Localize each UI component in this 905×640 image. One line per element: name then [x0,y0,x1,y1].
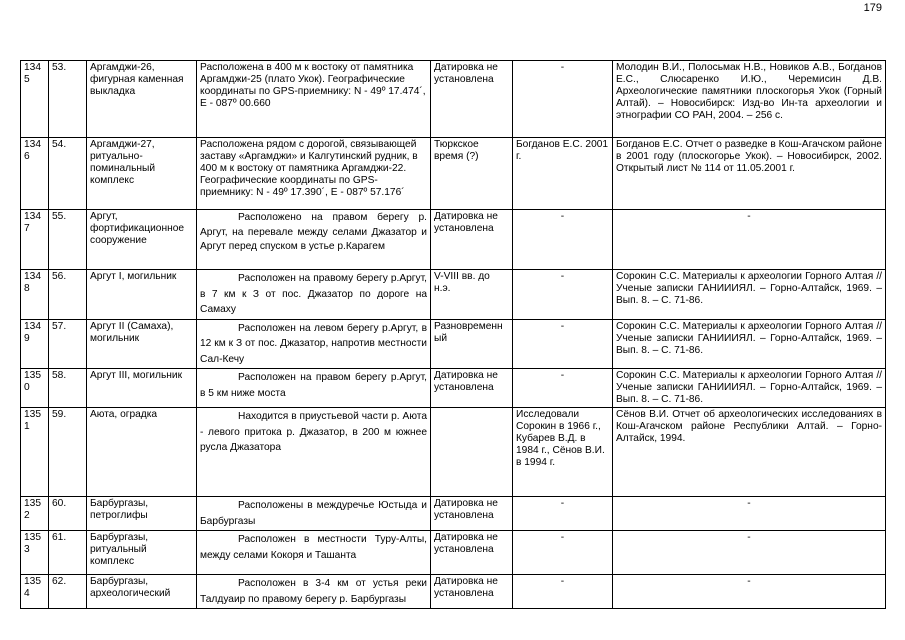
monument-research: - [513,497,613,531]
monument-location: Расположены в междуречье Юстыда и Барбургазы [197,497,431,531]
monument-name: Аргут I, могильник [87,270,197,320]
monument-name: Барбургазы, археологический [87,575,197,609]
monument-name: Аргут III, могильник [87,369,197,408]
row-id: 1347 [21,210,49,270]
monument-literature: Молодин В.И., Полосьмак Н.В., Новиков А.В., Богданов Е.С., Слюсаренко И.Ю., Черемисин Д.В. Археологические памятники плоскогорья Укок (Горный Алтай). – Новосибирск: Изд-во Ин-та археологии и этнографии СО РАН, 2004. – 256 с. [613,61,886,138]
monument-literature: Сорокин С.С. Материалы к археологии Горного Алтая // Ученые записки ГАНИИИЯЛ. – Горно-Алтайск, 1969. – Вып. 8. – С. 71-86. [613,319,886,369]
monument-literature: - [613,531,886,575]
monument-location: Расположен на правом берегу р.Аргут, в 5 км ниже моста [197,369,431,408]
monument-literature: - [613,575,886,609]
page-number: 179 [863,2,882,14]
monument-dating: Тюркское время (?) [431,138,513,210]
row-id: 1351 [21,408,49,497]
monument-dating: Разновременный [431,319,513,369]
monument-research: - [513,369,613,408]
row-number: 58. [49,369,87,408]
monument-name: Аргут II (Самаха), могильник [87,319,197,369]
monument-research: - [513,531,613,575]
row-number: 59. [49,408,87,497]
monument-name: Аргамджи-26, фигурная каменная выкладка [87,61,197,138]
monument-dating: Датировка не установлена [431,61,513,138]
monument-location: Расположено на правом берегу р. Аргут, на перевале между селами Джазатор и Аргут перед спуском в устье р.Карагем [197,210,431,270]
monument-name: Барбургазы, петроглифы [87,497,197,531]
row-number: 57. [49,319,87,369]
monument-location: Расположен на левом берегу р.Аргут, в 12 км к З от пос. Джазатор, напротив местности Сал-Кечу [197,319,431,369]
monument-research: - [513,319,613,369]
row-id: 1350 [21,369,49,408]
table-row [21,319,886,369]
monument-dating: Датировка не установлена [431,531,513,575]
row-id: 1353 [21,531,49,575]
row-number: 56. [49,270,87,320]
table-row [21,138,886,210]
monument-location: Расположен в местности Туру-Алты, между селами Кокоря и Ташанта [197,531,431,575]
monument-literature: - [613,497,886,531]
monument-name: Аюта, оградка [87,408,197,497]
row-id: 1354 [21,575,49,609]
monument-research: - [513,575,613,609]
row-id: 1348 [21,270,49,320]
row-id: 1352 [21,497,49,531]
row-id: 1346 [21,138,49,210]
monument-dating [431,408,513,497]
monument-name: Аргут, фортификационное сооружение [87,210,197,270]
monument-research: Богданов Е.С. 2001 г. [513,138,613,210]
monument-dating: V-VIII вв. до н.э. [431,270,513,320]
monument-location: Находится в приустьевой части р. Аюта - левого притока р. Джазатор, в 200 м южнее русла Джазатора [197,408,431,497]
table-row [21,210,886,270]
table-row [21,531,886,575]
monument-research: - [513,61,613,138]
row-number: 62. [49,575,87,609]
monument-dating: Датировка не установлена [431,575,513,609]
monument-research: Исследовали Сорокин в 1966 г., Кубарев В.Д. в 1984 г., Сёнов В.И. в 1994 г. [513,408,613,497]
monument-research: - [513,270,613,320]
monument-dating: Датировка не установлена [431,497,513,531]
table-row [21,270,886,320]
monument-location: Расположен в 3-4 км от устья реки Талдуаир по правому берегу р. Барбургазы [197,575,431,609]
monument-name: Аргамджи-27, ритуально-поминальный комплекс [87,138,197,210]
table-row [21,497,886,531]
monument-literature: Богданов Е.С. Отчет о разведке в Кош-Агачском районе в 2001 году (плоскогорье Укок). – Новосибирск, 2002. Открытый лист № 114 от 11.05.2001 г. [613,138,886,210]
monument-literature: Сорокин С.С. Материалы к археологии Горного Алтая // Ученые записки ГАНИИИЯЛ. – Горно-Алтайск, 1969. – Вып. 8. – С. 71-86. [613,369,886,408]
monument-dating: Датировка не установлена [431,210,513,270]
table-row [21,61,886,138]
row-number: 54. [49,138,87,210]
table-row [21,575,886,609]
monument-registry-table [20,60,886,609]
row-number: 55. [49,210,87,270]
monument-literature: Сорокин С.С. Материалы к археологии Горного Алтая // Ученые записки ГАНИИИЯЛ. – Горно-Алтайск, 1969. – Вып. 8. – С. 71-86. [613,270,886,320]
row-id: 1345 [21,61,49,138]
row-number: 60. [49,497,87,531]
monument-location: Расположена рядом с дорогой, связывающей заставу «Аргамджи» и Калгутинский рудник, в 400 м к востоку от памятника Аргамджи-22. Географические координаты по GPS-приемнику: N - 49º 17.390´, E - 087º 57.176´ [197,138,431,210]
monument-literature: - [613,210,886,270]
table-row [21,408,886,497]
monument-name: Барбургазы, ритуальный комплекс [87,531,197,575]
monument-literature: Сёнов В.И. Отчет об археологических исследованиях в Кош-Агачском районе Республики Алтай. – Горно-Алтайск, 1994. [613,408,886,497]
monument-location: Расположена в 400 м к востоку от памятника Аргамджи-25 (плато Укок). Географические координаты по GPS-приемнику: N - 49º 17.474´, E - 087º 00.660 [197,61,431,138]
table-row [21,369,886,408]
row-number: 61. [49,531,87,575]
row-number: 53. [49,61,87,138]
monument-dating: Датировка не установлена [431,369,513,408]
monument-research: - [513,210,613,270]
monument-location: Расположен на правому берегу р.Аргут, в 7 км к З от пос. Джазатор по дороге на Самаху [197,270,431,320]
row-id: 1349 [21,319,49,369]
